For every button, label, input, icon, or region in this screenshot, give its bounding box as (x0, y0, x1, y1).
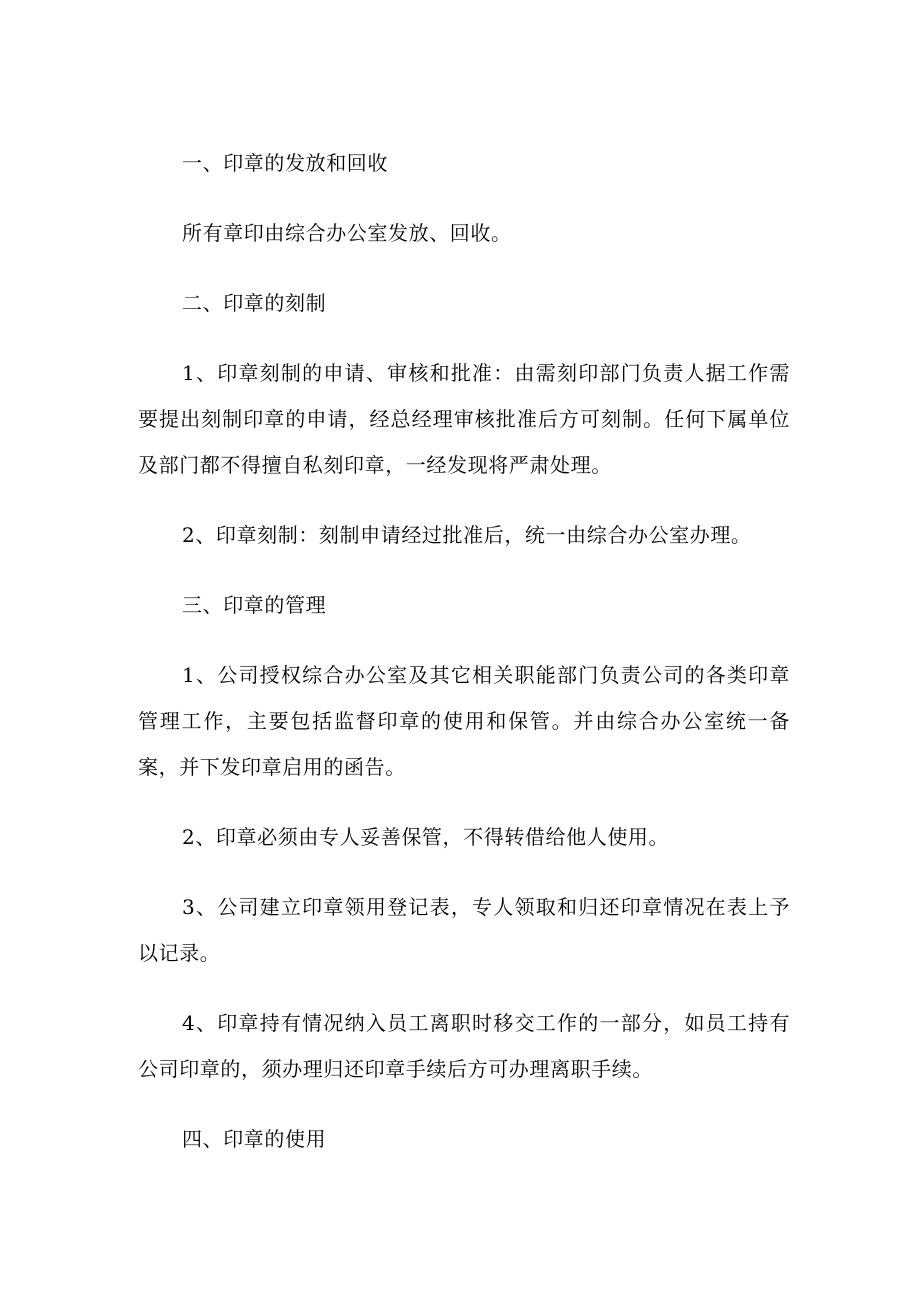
paragraph-registration: 3、公司建立印章领用登记表，专人领取和归还印章情况在表上予以记录。 (138, 895, 790, 965)
paragraph-engraving-approval: 1、印章刻制的申请、审核和批准：由需刻印部门负责人据工作需要提出刻制印章的申请，经总经理审核批准后方可刻制。任何下属单位及部门都不得擅自私刻印章，一经发现将严肃处理。 (138, 361, 790, 477)
section-heading-4: 四、印章的使用 (182, 1127, 327, 1151)
section-heading-3: 三、印章的管理 (182, 593, 327, 617)
paragraph-engraving-process: 2、印章刻制：刻制申请经过批准后，统一由综合办公室办理。 (182, 523, 752, 547)
paragraph-custody: 2、印章必须由专人妥善保管，不得转借给他人使用。 (182, 825, 670, 849)
paragraph-distribution: 所有章印由综合办公室发放、回收。 (182, 221, 512, 245)
section-heading-1: 一、印章的发放和回收 (182, 151, 388, 175)
paragraph-management-authority: 1、公司授权综合办公室及其它相关职能部门负责公司的各类印章管理工作，主要包括监督印章的使用和保管。并由综合办公室统一备案，并下发印章启用的函告。 (138, 663, 790, 779)
section-heading-2: 二、印章的刻制 (182, 291, 327, 315)
paragraph-resignation: 4、印章持有情况纳入员工离职时移交工作的一部分，如员工持有公司印章的，须办理归还印章手续后方可办理离职手续。 (138, 1011, 790, 1081)
